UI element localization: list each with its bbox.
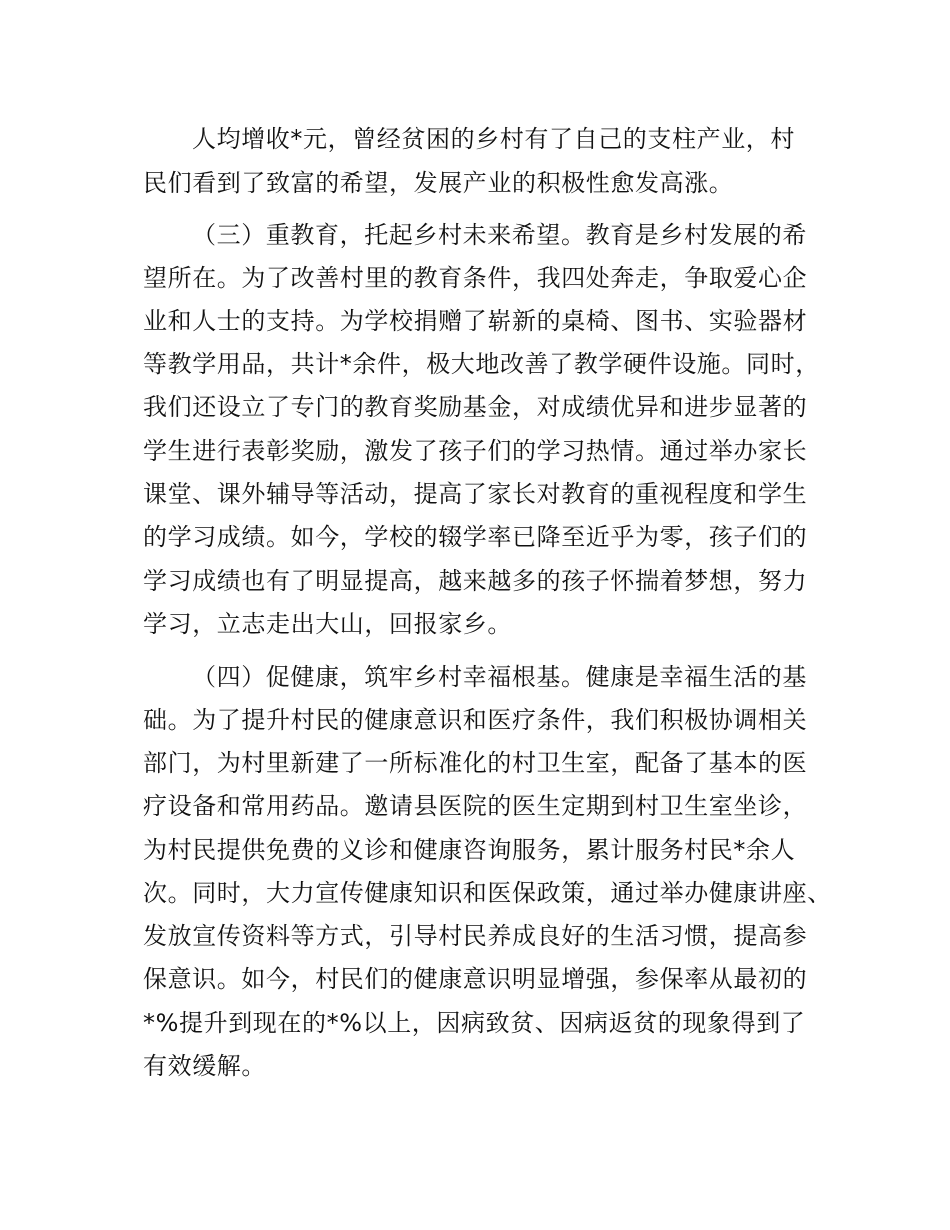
text-line: 保意识。如今，村民们的健康意识明显增强，参保率从最初的 <box>143 965 808 993</box>
text-line: 部门，为村里新建了一所标准化的村卫生室，配备了基本的医 <box>143 749 808 777</box>
text-line: 人均增收*元，曾经贫困的乡村有了自己的支柱产业，村 <box>192 125 795 153</box>
text-line: 课堂、课外辅导等活动，提高了家长对教育的重视程度和学生 <box>143 480 808 508</box>
text-line: 我们还设立了专门的教育奖励基金，对成绩优异和进步显著的 <box>143 393 808 421</box>
text-line: 学习成绩也有了明显提高，越来越多的孩子怀揣着梦想，努力 <box>143 567 808 595</box>
text-line: 等教学用品，共计*余件，极大地改善了教学硬件设施。同时， <box>143 350 820 378</box>
text-line: 有效缓解。 <box>143 1052 266 1080</box>
text-line: 学生进行表彰奖励，激发了孩子们的学习热情。通过举办家长 <box>143 437 808 465</box>
text-line: 发放宣传资料等方式，引导村民养成良好的生活习惯，提高参 <box>143 922 808 950</box>
text-line: 业和人士的支持。为学校捐赠了崭新的桌椅、图书、实验器材 <box>143 307 808 335</box>
text-line: 次。同时，大力宣传健康知识和医保政策，通过举办健康讲座、 <box>143 879 832 907</box>
text-line: 础。为了提升村民的健康意识和医疗条件，我们积极协调相关 <box>143 706 808 734</box>
text-line: （三）重教育，托起乡村未来希望。教育是乡村发展的希 <box>192 221 807 249</box>
text-line: 为村民提供免费的义诊和健康咨询服务，累计服务村民*余人 <box>143 836 796 864</box>
text-line: （四）促健康，筑牢乡村幸福根基。健康是幸福生活的基 <box>192 663 807 691</box>
text-line: 民们看到了致富的希望，发展产业的积极性愈发高涨。 <box>143 169 734 197</box>
text-line: *%提升到现在的*%以上，因病致贫、因病返贫的现象得到了 <box>143 1009 806 1037</box>
text-line: 疗设备和常用药品。邀请县医院的医生定期到村卫生室坐诊， <box>143 792 808 820</box>
text-line: 学习，立志走出大山，回报家乡。 <box>143 610 512 638</box>
text-line: 望所在。为了改善村里的教育条件，我四处奔走，争取爱心企 <box>143 264 808 292</box>
text-line: 的学习成绩。如今，学校的辍学率已降至近乎为零，孩子们的 <box>143 523 808 551</box>
